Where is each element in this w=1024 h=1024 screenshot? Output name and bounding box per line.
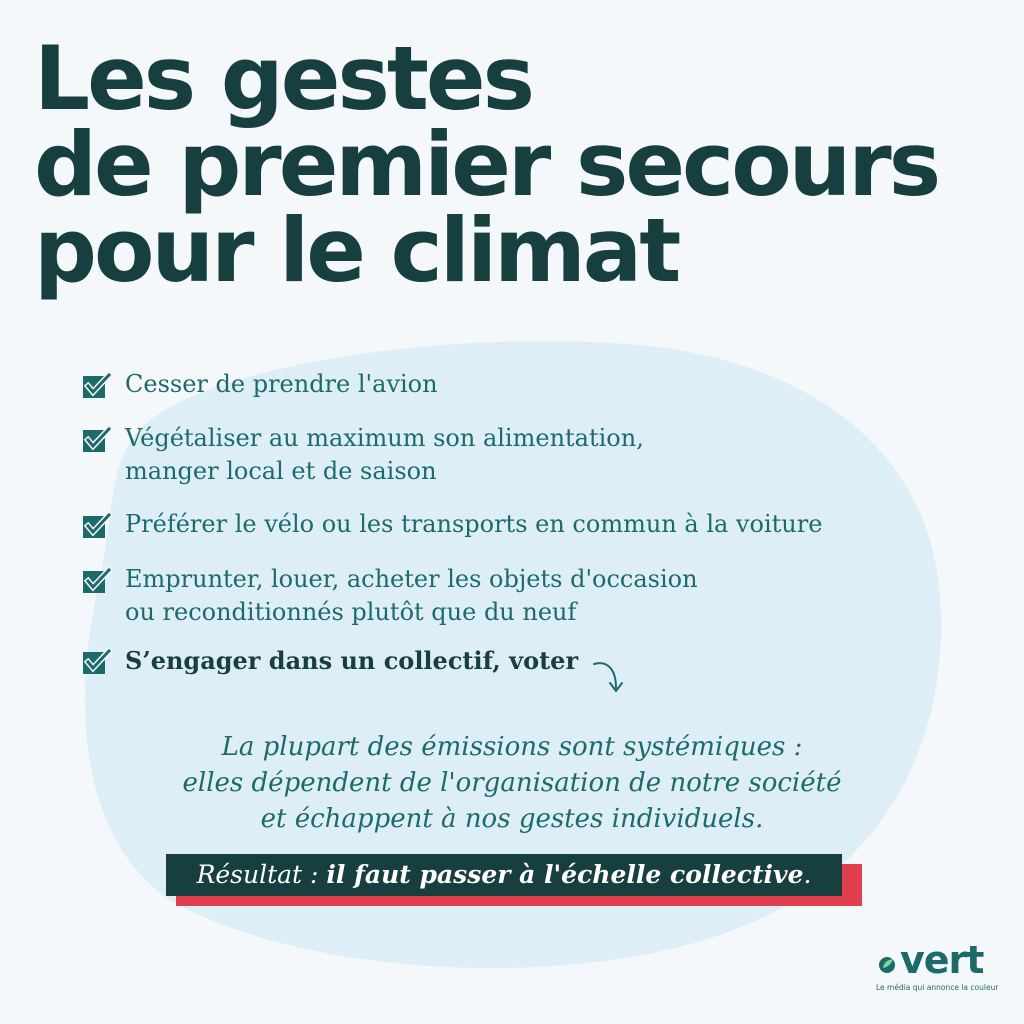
checkbox-checked-icon bbox=[82, 371, 112, 401]
result-prefix: Résultat : bbox=[196, 860, 327, 889]
checklist-item bbox=[82, 422, 644, 488]
title-line-2: de premier secours bbox=[34, 113, 939, 216]
title-line-1: Les gestes bbox=[34, 27, 532, 130]
checklist-item-text: Cesser de prendre l'avion bbox=[125, 370, 438, 398]
result-banner-text bbox=[166, 854, 842, 896]
curved-arrow-down-icon bbox=[588, 656, 634, 702]
checkbox-checked-icon bbox=[82, 511, 112, 541]
checklist-item bbox=[82, 563, 698, 629]
leaf-icon bbox=[876, 952, 900, 976]
systemic-emissions-note: La plupart des émissions sont systémiques : elles dépendent de l'organisation de notre société et échappent à nos gestes individuels. bbox=[182, 732, 842, 834]
result-banner bbox=[166, 854, 862, 906]
checkbox-checked-icon bbox=[82, 425, 112, 455]
checklist-item-text: Préférer le vélo ou les transports en commun à la voiture bbox=[125, 510, 823, 538]
checklist-item-text: Végétaliser au maximum son alimentation, manger local et de saison bbox=[125, 424, 644, 485]
checklist-item bbox=[82, 368, 438, 401]
checklist-item bbox=[82, 644, 578, 677]
logo-wordmark: vert bbox=[900, 938, 984, 982]
page-title bbox=[34, 27, 939, 302]
checkbox-checked-icon bbox=[82, 566, 112, 596]
result-suffix: . bbox=[803, 860, 812, 889]
checkbox-checked-icon bbox=[82, 647, 112, 677]
vert-logo bbox=[876, 940, 1006, 996]
checklist-item bbox=[82, 508, 822, 541]
checklist-item-text: Emprunter, louer, acheter les objets d'occasion ou reconditionnés plutôt que du neuf bbox=[125, 565, 698, 626]
title-line-3: pour le climat bbox=[34, 199, 679, 302]
checklist-item-text: S’engager dans un collectif, voter bbox=[125, 646, 579, 675]
logo-tagline: Le média qui annonce la couleur bbox=[876, 983, 999, 992]
result-emphasis: il faut passer à l'échelle collective bbox=[326, 860, 804, 889]
